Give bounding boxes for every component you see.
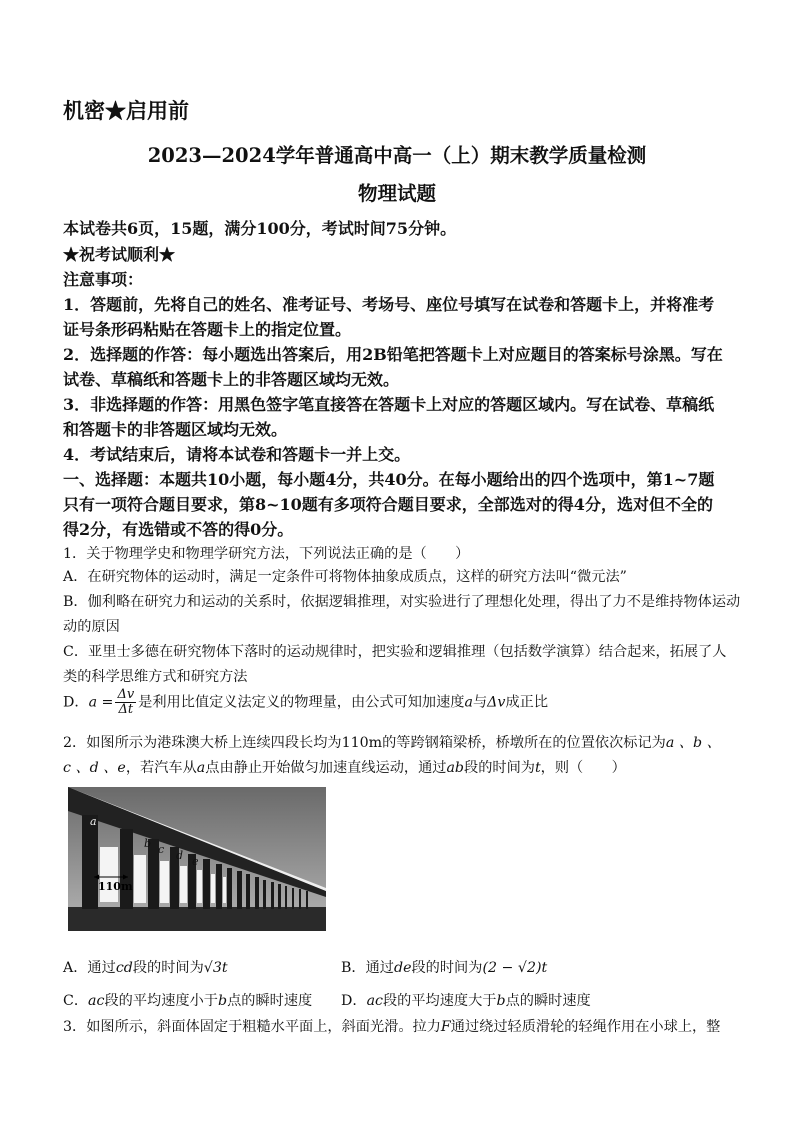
q2-option-a-text2: 段的时间为 <box>132 960 204 976</box>
q3-stem <box>63 1016 720 1036</box>
exam-wish: ★祝考试顺利★ <box>63 245 176 264</box>
bridge-length-label: 110m <box>98 880 133 893</box>
photo-water <box>68 907 326 931</box>
q2-option-a-var: cd <box>115 960 133 976</box>
q1-option-d-prefix: D． <box>63 694 89 711</box>
q2-stem-vars-cde: c 、d 、e <box>63 760 126 776</box>
q2-stem-text1: 2．如图所示为港珠澳大桥上连续四段长均为110m的等跨钢箱梁桥，桥墩所在的位置依次标记为 <box>63 735 666 751</box>
q3-stem-text2: 通过绕过轻质滑轮的轻绳作用在小球上，整 <box>450 1019 721 1035</box>
q2-option-c <box>63 990 312 1010</box>
q1-option-b-line1: B．伽利略在研究力和运动的关系时，依据逻辑推理，对实验进行了理想化处理，得出了力不是维持物体运动 <box>63 594 741 610</box>
subject-title: 物理试题 <box>357 182 436 205</box>
note-4: 4．考试结束后，请将本试卷和答题卡一并上交。 <box>63 445 411 464</box>
note-2b: 试卷、草稿纸和答题卡上的非答题区域均无效。 <box>63 370 400 389</box>
q1-option-b-line2: 动的原因 <box>63 619 120 635</box>
section1-line-a: 一、选择题：本题共10小题，每小题4分，共40分。在每小题给出的四个选项中，第1~7题 <box>63 470 715 489</box>
q2-stem-var-ab: ab <box>446 760 464 776</box>
q2-option-a-text1: A．通过 <box>63 960 116 976</box>
q1-option-d <box>63 688 548 717</box>
bridge-label-e: e <box>192 855 199 868</box>
q2-option-d-text3: 点的瞬时速度 <box>505 993 591 1009</box>
note-2a: 2．选择题的作答：每小题选出答案后，用2B铅笔把答题卡上对应题目的答案标号涂黑。写在 <box>63 345 723 364</box>
note-1b: 证号条形码粘贴在答题卡上的指定位置。 <box>63 320 352 339</box>
q1-option-a: A．在研究物体的运动时，满足一定条件可将物体抽象成质点，这样的研究方法叫“微元法” <box>63 569 627 585</box>
q2-stem-text3: 点由静止开始做匀加速直线运动，通过 <box>205 760 447 776</box>
section1-line-b: 只有一项符合题目要求，第8~10题有多项符合题目要求，全部选对的得4分，选对但不全的 <box>63 495 713 514</box>
q3-stem-text1: 3．如图所示，斜面体固定于粗糙水平面上，斜面光滑。拉力 <box>63 1019 441 1035</box>
bridge-label-b: b <box>144 837 152 850</box>
q2-stem-line2 <box>63 757 626 777</box>
q2-option-d-text2: 段的平均速度大于 <box>382 993 497 1009</box>
q1-formula-lhs: a = <box>88 694 114 711</box>
q2-option-b-text1: B．通过 <box>341 960 394 976</box>
q2-option-d-text1: D． <box>341 993 367 1009</box>
section1-line-c: 得2分，有选错或不答的得0分。 <box>63 520 294 539</box>
note-3b: 和答题卡的非答题区域均无效。 <box>63 420 288 439</box>
q1-var-dv: Δv <box>487 694 506 711</box>
q2-option-c-var: ac <box>88 993 105 1009</box>
q2-stem-text4: 段的时间为 <box>464 760 535 776</box>
q1-option-d-text2: 与 <box>472 694 488 711</box>
q2-option-c-text3: 点的瞬时速度 <box>227 993 313 1009</box>
q2-option-c-text2: 段的平均速度小于 <box>104 993 218 1009</box>
q2-stem-line1 <box>63 732 721 752</box>
q2-option-b-text2: 段的时间为 <box>411 960 483 976</box>
q1-option-d-text3: 成正比 <box>505 694 549 711</box>
q2-option-d-var: ac <box>366 993 383 1009</box>
q2-option-d-var-b: b <box>496 993 506 1009</box>
q2-option-b-expr: (2 − √2)t <box>482 960 548 976</box>
exam-title: 2023—2024学年普通高中高一（上）期末教学质量检测 <box>147 144 647 167</box>
q2-option-c-text1: C． <box>63 993 89 1009</box>
notes-heading: 注意事项： <box>63 270 144 289</box>
bridge-label-a: a <box>90 815 97 828</box>
q1-option-c-line1: C．亚里士多德在研究物体下落时的运动规律时，把实验和逻辑推理（包括数学演算）结合起来，拓展了人 <box>63 644 727 660</box>
q2-stem-vars-ab: a 、b 、 <box>665 735 721 751</box>
q2-option-a-expr: √3t <box>203 960 228 976</box>
q1-formula-denominator: Δt <box>118 702 134 717</box>
q2-option-a <box>63 957 228 977</box>
q2-stem-var-a: a <box>196 760 206 776</box>
bridge-photo <box>68 787 326 931</box>
q1-var-a: a <box>464 694 473 711</box>
q2-stem-text2: ，若汽车从 <box>125 760 197 776</box>
q2-option-b-var: de <box>394 960 412 976</box>
q1-stem: 1．关于物理学史和物理学研究方法，下列说法正确的是（ ） <box>63 546 470 562</box>
secret-mark: 机密★启用前 <box>63 98 189 123</box>
q1-option-c-line2: 类的科学思维方式和研究方法 <box>63 669 248 685</box>
q2-option-c-var-b: b <box>217 993 228 1009</box>
bridge-label-d: d <box>176 849 184 862</box>
note-3a: 3．非选择题的作答：用黑色签字笔直接答在答题卡上对应的答题区域内。写在试卷、草稿纸 <box>63 395 715 414</box>
q2-option-b <box>341 957 547 977</box>
bridge-label-c: c <box>158 843 165 856</box>
q2-stem-var-t: t <box>534 760 541 776</box>
q3-stem-var-f: F <box>440 1019 451 1035</box>
q1-option-d-text1: 是利用比值定义法定义的物理量，由公式可知加速度 <box>138 694 465 711</box>
exam-info: 本试卷共6页，15题，满分100分，考试时间75分钟。 <box>63 219 457 238</box>
q2-option-d <box>341 990 591 1010</box>
q1-formula-fraction <box>115 688 136 717</box>
q1-formula-numerator: Δv <box>117 687 135 702</box>
note-1a: 1．答题前，先将自己的姓名、准考证号、考场号、座位号填写在试卷和答题卡上，并将准考 <box>63 295 715 314</box>
q2-stem-text5: ，则（ ） <box>540 760 626 776</box>
